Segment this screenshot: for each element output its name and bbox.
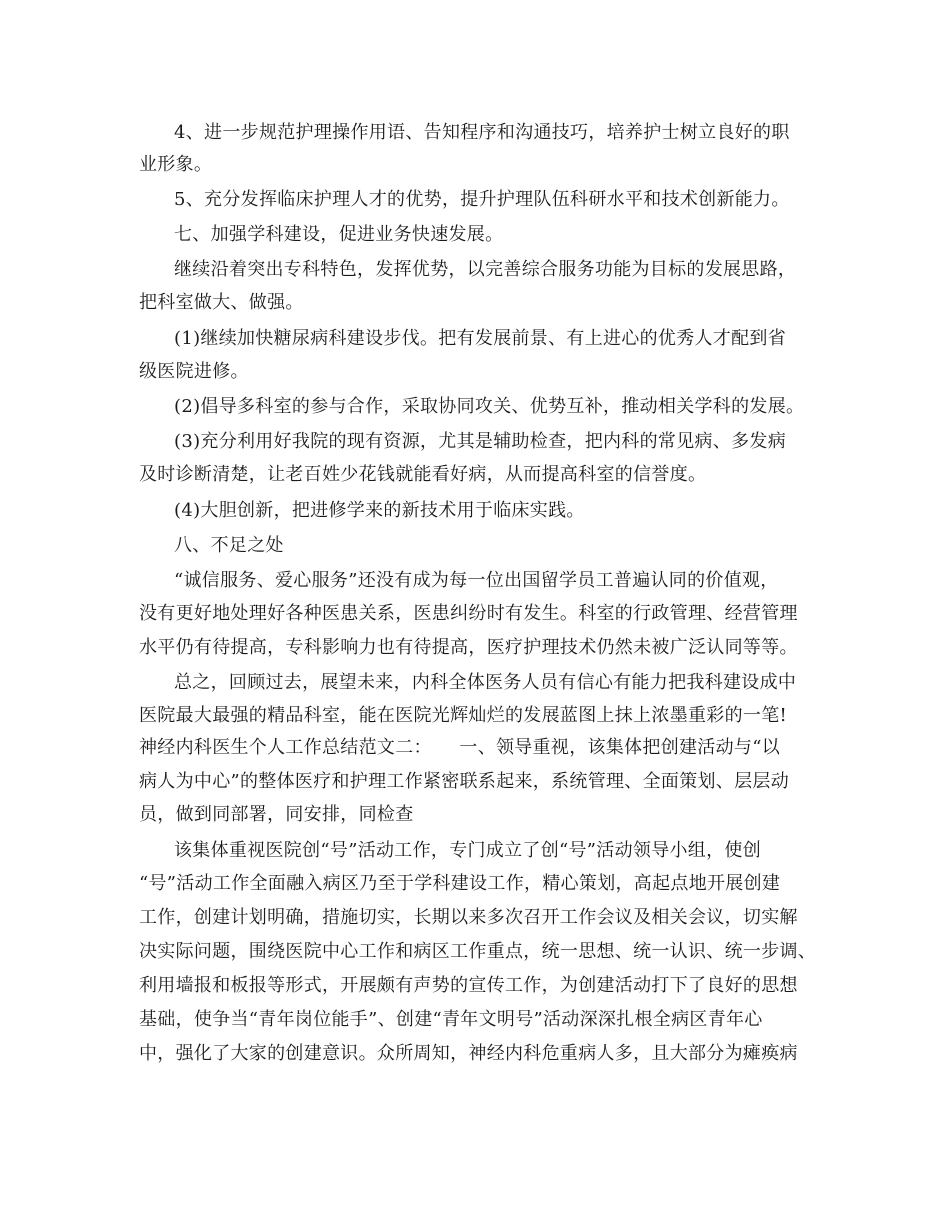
text-line: (3)充分利用好我院的现有资源，尤其是辅助检查，把内科的常见病、多发病	[174, 431, 786, 452]
text-line: 把科室做大、做强。	[139, 292, 304, 313]
section-heading: 七、加强学科建设，促进业务快速发展。	[174, 224, 504, 245]
text-line: 总之，回顾过去，展望未来，内科全体医务人员有信心有能力把我科建设成中	[174, 672, 797, 693]
text-line: (2)倡导多科室的参与合作，采取协同攻关、优势互补，推动相关学科的发展。	[174, 396, 805, 417]
text-line: 级医院进修。	[139, 361, 249, 382]
text-line: 病人为中心”的整体医疗和护理工作紧密联系起来，系统管理、全面策划、层层动	[139, 771, 789, 792]
text-line: 业形象。	[139, 154, 213, 175]
text-line: 基础，使争当“青年岗位能手”、创建“青年文明号”活动深深扎根全病区青年心	[139, 1009, 763, 1030]
text-line: 利用墙报和板报等形式，开展颇有声势的宣传工作，为创建活动打下了良好的思想	[139, 975, 798, 996]
text-line: 5、充分发挥临床护理人才的优势，提升护理队伍科研水平和技术创新能力。	[174, 189, 790, 210]
text-line: 该集体重视医院创“号”活动工作，专门成立了创“号”活动领导小组，使创	[174, 840, 762, 861]
text-line: 及时诊断清楚，让老百姓少花钱就能看好病，从而提高科室的信誉度。	[139, 464, 707, 485]
text-line: 4、进一步规范护理操作用语、告知程序和沟通技巧，培养护士树立良好的职	[174, 122, 790, 143]
text-line: (1)继续加快糖尿病科建设步伐。把有发展前景、有上进心的优秀人才配到省	[174, 328, 786, 349]
text-line: “诚信服务、爱心服务”还没有成为每一位出国留学员工普遍认同的价值观，	[174, 570, 779, 591]
section-heading: 八、不足之处	[174, 535, 284, 556]
text-line: (4)大胆创新，把进修学来的新技术用于临床实践。	[174, 500, 585, 521]
text-line: 水平仍有待提高，专科影响力也有待提高，医疗护理技术仍然未被广泛认同等等。	[139, 637, 798, 658]
text-line: 医院最大最强的精品科室，能在医院光辉灿烂的发展蓝图上抹上浓墨重彩的一笔!	[139, 705, 788, 726]
text-line: 决实际问题，围绕医院中心工作和病区工作重点，统一思想、统一认识、统一步调、	[139, 941, 817, 962]
text-line: 神经内科医生个人工作总结范文二： 一、领导重视，该集体把创建活动与“以	[139, 737, 780, 758]
text-line: “号”活动工作全面融入病区乃至于学科建设工作，精心策划，高起点地开展创建	[139, 873, 781, 894]
text-line: 中，强化了大家的创建意识。众所周知，神经内科危重病人多，且大部分为瘫痪病	[139, 1043, 798, 1064]
text-line: 没有更好地处理好各种医患关系，医患纠纷时有发生。科室的行政管理、经营管理	[139, 603, 798, 624]
text-line: 工作，创建计划明确，措施切实，长期以来多次召开工作会议及相关会议，切实解	[139, 907, 798, 928]
text-line: 员，做到同部署，同安排，同检查	[139, 804, 414, 825]
text-line: 继续沿着突出专科特色，发挥优势，以完善综合服务功能为目标的发展思路，	[174, 259, 797, 280]
